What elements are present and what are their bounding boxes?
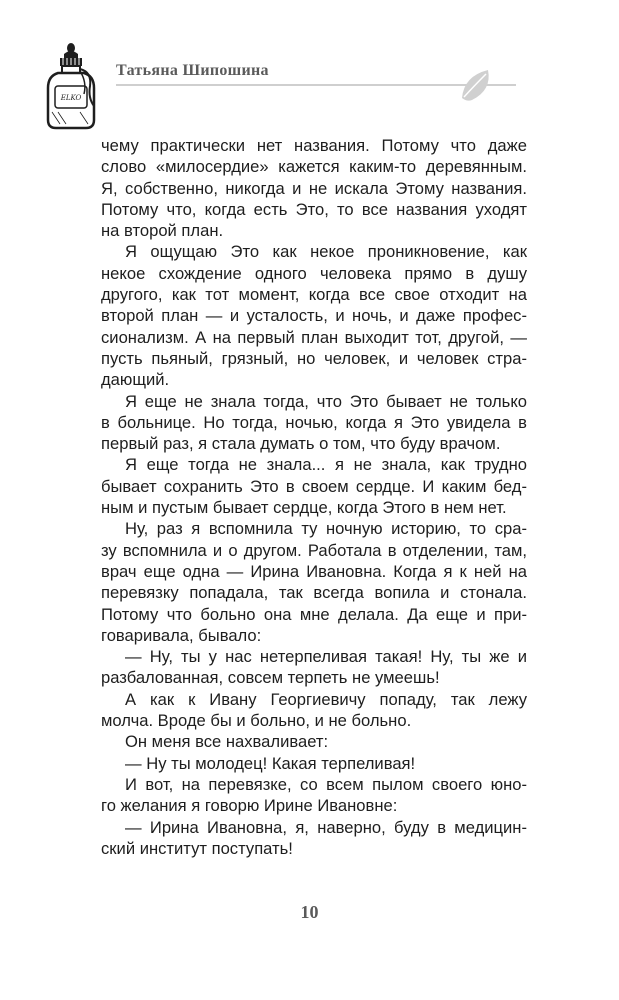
text-line: в больнице. Но тогда, ночью, когда я Это увидела в: [101, 412, 527, 432]
text-line: молча. Вроде бы и больно, и не больно.: [101, 711, 412, 731]
paragraph: [101, 774, 527, 817]
text-line: Он меня все нахваливает:: [125, 732, 329, 752]
paragraph: [101, 646, 527, 689]
text-line: ский институт поступать!: [101, 838, 293, 858]
paragraph: [101, 391, 527, 455]
paragraph: [101, 689, 527, 732]
text-line: сионализм. А на первый план выходит тот, другой, —: [101, 327, 527, 347]
text-line: другого, как тот момент, когда все свое отходит на: [101, 285, 527, 305]
svg-text:ELKO: ELKO: [60, 94, 82, 102]
paragraph: [101, 518, 527, 646]
text-line: Ну, раз я вспомнила ту ночную историю, то сра-: [125, 519, 527, 539]
text-line: го желания я говорю Ирине Ивановне:: [101, 796, 398, 816]
paragraph: [101, 135, 527, 241]
body-text: [101, 135, 527, 859]
paragraph: [101, 731, 527, 752]
text-line: дающий.: [101, 370, 170, 390]
leaf-icon: [458, 66, 494, 106]
text-line: Я, собственно, никогда и не искала Этому названия.: [101, 178, 527, 198]
text-line: — Ну ты молодец! Какая терпеливая!: [125, 753, 416, 773]
page-number: 10: [300, 902, 319, 922]
text-line: Я еще тогда не знала... я не знала, как трудно: [125, 455, 527, 475]
text-line: первый раз, я стала думать о том, что буду врачом.: [101, 434, 501, 454]
text-line: Потому что больно она мне делала. Да еще и при-: [101, 604, 527, 624]
text-line: Потому что, когда есть Это, то все названия уходят: [101, 199, 527, 219]
paragraph: [101, 454, 527, 518]
text-line: — Ну, ты у нас нетерпеливая такая! Ну, ты же и: [125, 647, 527, 667]
text-line: Я ощущаю Это как некое проникновение, как: [125, 242, 527, 262]
text-line: разбалованная, совсем терпеть не умеешь!: [101, 668, 440, 688]
jar-icon: [40, 42, 106, 132]
text-line: некое схождение одного человека прямо в душу: [101, 263, 527, 283]
text-line: слово «милосердие» кажется каким-то деревянным.: [101, 157, 527, 177]
text-line: врач еще одна — Ирина Ивановна. Когда я к ней на: [101, 561, 527, 581]
text-line: бывает сохранить Это в своем сердце. И каким бед-: [101, 476, 527, 496]
text-line: — Ирина Ивановна, я, наверно, буду в медицин-: [125, 817, 527, 837]
paragraph: [101, 241, 527, 390]
text-line: перевязку попадала, так всегда вопила и стонала.: [101, 583, 527, 603]
text-line: пусть пьяный, грязный, но человек, и человек стра-: [101, 348, 527, 368]
running-head-author: Татьяна Шипошина: [116, 62, 269, 79]
paragraph: [101, 753, 527, 774]
paragraph: [101, 817, 527, 860]
text-line: чему практически нет названия. Потому что даже: [101, 136, 527, 155]
text-line: на второй план.: [101, 221, 224, 241]
text-line: Я еще не знала тогда, что Это бывает не только: [125, 391, 527, 411]
text-line: зу вспомнила и о другом. Работала в отделении, там,: [101, 540, 527, 560]
text-line: второй план — и усталость, и ночь, и даже профес-: [101, 306, 527, 326]
page-header: [0, 0, 619, 130]
text-line: говаривала, бывало:: [101, 625, 262, 645]
text-line: ным и пустым бывает сердце, когда Этого в нем нет.: [101, 498, 507, 518]
header-divider: [116, 84, 516, 86]
text-line: И вот, на перевязке, со всем пылом своего юно-: [125, 774, 527, 794]
text-line: А как к Ивану Георгиевичу попаду, так лежу: [125, 689, 527, 709]
